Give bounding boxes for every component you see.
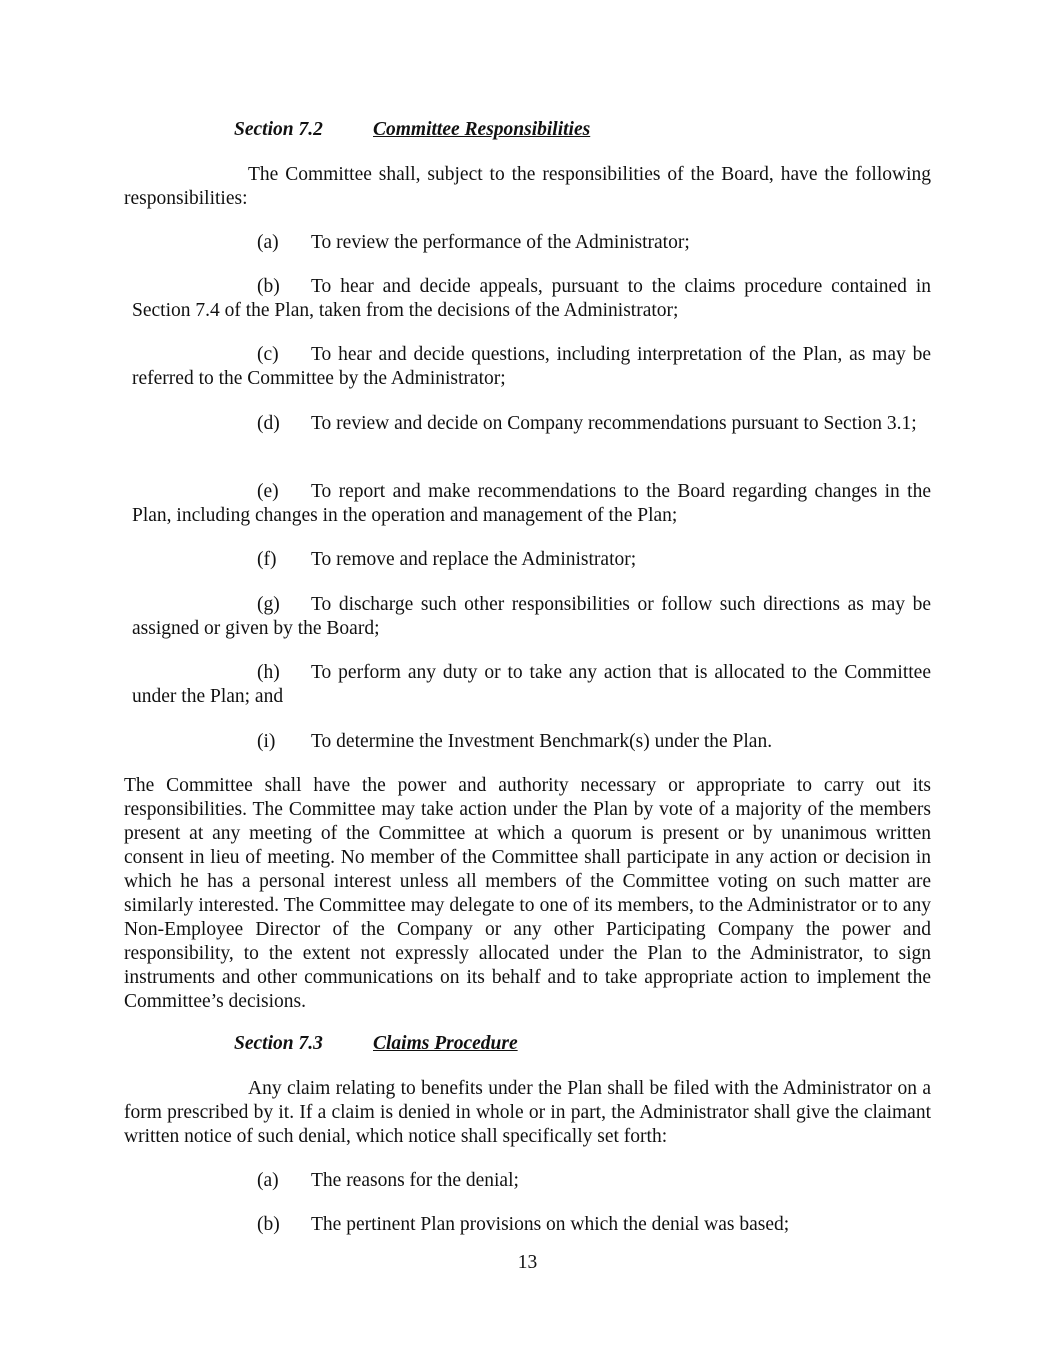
list-item [132, 231, 931, 255]
list-marker: (e) [257, 481, 279, 502]
list-item [132, 275, 931, 323]
list-item [132, 548, 931, 572]
list-item-text: To remove and replace the Administrator; [311, 549, 637, 570]
section-7-3-intro: Any claim relating to benefits under the Plan shall be filed with the Administrator on a form prescribed by it. If a claim is denied in whole or in part, the Administrator shall give the claimant written notice of such denial, which notice shall specifically set forth: [124, 1078, 931, 1147]
list-marker: (h) [257, 662, 280, 683]
list-marker: (b) [257, 276, 280, 297]
section-7-2-heading [234, 118, 591, 142]
list-marker: (d) [257, 413, 280, 434]
list-item [132, 412, 931, 436]
list-item [132, 1213, 931, 1237]
list-marker: (i) [257, 731, 276, 752]
page-number: 13 [517, 1252, 538, 1273]
list-item-text: To review the performance of the Administrator; [311, 232, 690, 253]
section-7-3-heading [234, 1032, 518, 1056]
section-title: Claims Procedure [373, 1033, 518, 1054]
list-marker: (g) [257, 594, 280, 615]
section-number: Section 7.2 [234, 119, 323, 140]
section-7-2-intro: The Committee shall, subject to the responsibilities of the Board, have the following responsibilities: [124, 164, 931, 209]
list-item-text: To perform any duty or to take any action that is allocated to the Committee under the Plan; and [132, 662, 931, 707]
list-marker: (a) [257, 1170, 279, 1191]
list-marker: (b) [257, 1214, 280, 1235]
section-title: Committee Responsibilities [373, 119, 591, 140]
section-7-2-closing-paragraph: The Committee shall have the power and authority necessary or appropriate to carry out its responsibilities. The Committee may take action under the Plan by vote of a majority of the members present at any meeting of the Committee at which a quorum is present or by unanimous written consent in lieu of meeting. No member of the Committee shall participate in any action or decision in which he has a personal interest unless all members of the Committee voting on such matter are similarly interested. The Committee may delegate to one of its members, to the Administrator or to any Non-Employee Director of the Company or any other Participating Company the power and responsibility, to the extent not expressly allocated under the Plan to the Administrator, to sign instruments and other communications on its behalf and to take appropriate action to implement the Committee’s decisions. [124, 775, 931, 1012]
list-marker: (a) [257, 232, 279, 253]
list-item-text: The pertinent Plan provisions on which the denial was based; [311, 1214, 790, 1235]
list-item-text: The reasons for the denial; [311, 1170, 519, 1191]
list-item [132, 343, 931, 391]
list-item-text: To discharge such other responsibilities or follow such directions as may be assigned or given by the Board; [132, 594, 931, 639]
list-item-text: To hear and decide questions, including interpretation of the Plan, as may be referred to the Committee by the Administrator; [132, 344, 931, 389]
list-marker: (c) [257, 344, 279, 365]
list-item-text: To review and decide on Company recommendations pursuant to Section 3.1; [311, 413, 917, 434]
list-item [132, 661, 931, 709]
section-number: Section 7.3 [234, 1033, 323, 1054]
list-item-text: To hear and decide appeals, pursuant to the claims procedure contained in Section 7.4 of the Plan, taken from the decisions of the Administrator; [132, 276, 931, 321]
list-marker: (f) [257, 549, 277, 570]
list-item-text: To report and make recommendations to the Board regarding changes in the Plan, including changes in the operation and management of the Plan; [132, 481, 931, 526]
list-item [132, 593, 931, 641]
list-item [132, 1169, 931, 1193]
list-item-text: To determine the Investment Benchmark(s) under the Plan. [311, 731, 773, 752]
list-item [132, 480, 931, 528]
list-item [132, 730, 931, 754]
